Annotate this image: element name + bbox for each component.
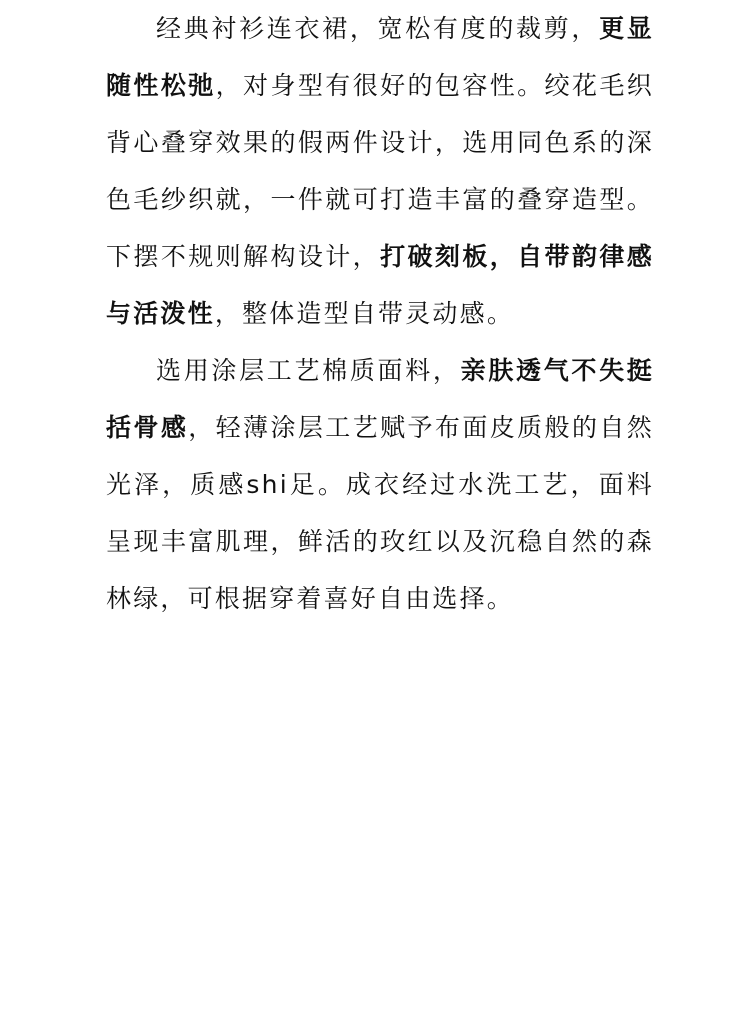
paragraph-1-text-end: ，整体造型自带灵动感。 [214, 299, 515, 328]
paragraph-design [106, 0, 654, 342]
article-body [106, 0, 654, 627]
paragraph-fabric [106, 342, 654, 627]
paragraph-1-highlight-rhythm: 打破刻板，自带韵律感与活泼性 [106, 242, 654, 328]
paragraph-1-text-middle: ，对身型有很好的包容性。绞花毛织背心叠穿效果的假两件设计，选用同色系的深色毛纱织就，一件就可打造丰富的叠穿造型。下摆不规则解构设计， [106, 71, 654, 271]
paragraph-2-highlight-breathable: 亲肤透气不失挺括骨感 [106, 356, 655, 442]
paragraph-2-text: 选用涂层工艺棉质面料， [156, 356, 461, 385]
paragraph-1-highlight-relaxed: 更显随性松弛 [106, 14, 655, 100]
paragraph-2-text-end: ，轻薄涂层工艺赋予布面皮质般的自然光泽，质感shi足。成衣经过水洗工艺，面料呈现丰富肌理，鲜活的玫红以及沉稳自然的森林绿，可根据穿着喜好自由选择。 [106, 413, 654, 613]
paragraph-1-text: 经典衬衫连衣裙，宽松有度的裁剪， [156, 14, 600, 43]
